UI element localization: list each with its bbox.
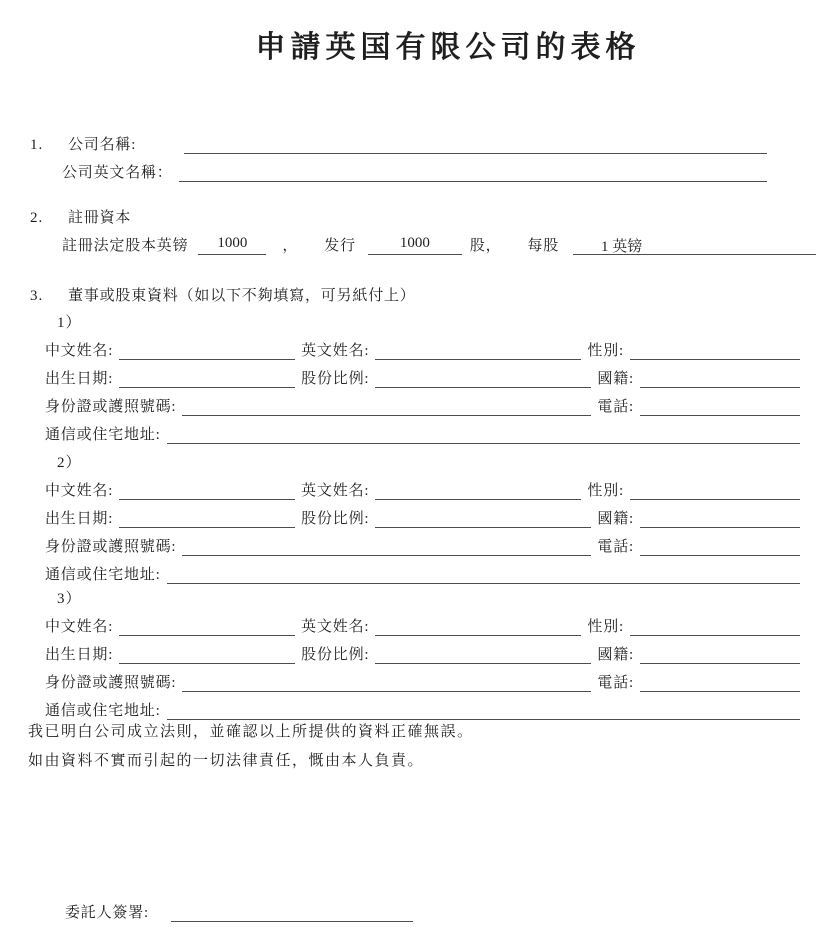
section2-capital-row bbox=[62, 227, 816, 255]
entry-1-birth-date-field[interactable] bbox=[119, 368, 295, 388]
gender-label: 性別: bbox=[587, 483, 624, 499]
company-name-label: 公司名稱: bbox=[68, 137, 137, 153]
entry-3-gender-field[interactable] bbox=[630, 616, 800, 636]
entry-1-name-cn-field[interactable] bbox=[119, 340, 295, 360]
entry-1-address-row bbox=[45, 416, 800, 444]
comma-separator: ， bbox=[282, 238, 299, 254]
entry-3-nationality-field[interactable] bbox=[640, 644, 800, 664]
entry-1-nationality-field[interactable] bbox=[640, 368, 800, 388]
phone-label: 電話: bbox=[597, 399, 634, 415]
birth-date-label: 出生日期: bbox=[45, 511, 114, 527]
entry-1-birth-row bbox=[45, 360, 800, 388]
entry-2-phone-field[interactable] bbox=[640, 536, 800, 556]
address-label: 通信或住宅地址: bbox=[45, 427, 161, 443]
entry-2-share-ratio-field[interactable] bbox=[375, 508, 591, 528]
address-label: 通信或住宅地址: bbox=[45, 567, 161, 583]
company-name-en-label: 公司英文名稱： bbox=[62, 165, 173, 181]
section3-heading: 董事或股東資料（如以下不夠填寫，可另紙付上） bbox=[68, 288, 416, 304]
entry-2-nationality-field[interactable] bbox=[640, 508, 800, 528]
share-ratio-label: 股份比例: bbox=[301, 647, 370, 663]
section1-company-name-row bbox=[30, 126, 767, 154]
entry-3-name-row bbox=[45, 608, 800, 636]
name-cn-label: 中文姓名: bbox=[45, 483, 114, 499]
nationality-label: 國籍: bbox=[597, 371, 634, 387]
entry-3-id-row bbox=[45, 664, 800, 692]
gender-label: 性別: bbox=[587, 619, 624, 635]
issue-label: 发行 bbox=[324, 238, 356, 254]
entry-1-name-row bbox=[45, 332, 800, 360]
entry-3-share-ratio-field[interactable] bbox=[375, 644, 591, 664]
entry-1-phone-field[interactable] bbox=[640, 396, 800, 416]
entry-1-share-ratio-field[interactable] bbox=[375, 368, 591, 388]
section3-number: 3. bbox=[30, 288, 44, 304]
per-share-field[interactable]: 1 英镑 bbox=[573, 235, 816, 255]
nationality-label: 國籍: bbox=[597, 511, 634, 527]
entry-3-name-en-field[interactable] bbox=[375, 616, 581, 636]
section3-heading-row bbox=[30, 277, 800, 305]
phone-label: 電話: bbox=[597, 675, 634, 691]
entry-3-birth-row bbox=[45, 636, 800, 664]
entry-1-name-en-field[interactable] bbox=[375, 340, 581, 360]
phone-label: 電話: bbox=[597, 539, 634, 555]
entry-1-index: 1） bbox=[57, 315, 82, 331]
entry-1-id-passport-field[interactable] bbox=[182, 396, 591, 416]
share-ratio-label: 股份比例: bbox=[301, 371, 370, 387]
gender-label: 性別: bbox=[587, 343, 624, 359]
entry-3-birth-date-field[interactable] bbox=[119, 644, 295, 664]
address-label: 通信或住宅地址: bbox=[45, 703, 161, 719]
entry-2-name-cn-field[interactable] bbox=[119, 480, 295, 500]
entry-3-name-cn-field[interactable] bbox=[119, 616, 295, 636]
name-cn-label: 中文姓名: bbox=[45, 343, 114, 359]
id-passport-label: 身份證或護照號碼: bbox=[45, 399, 177, 415]
company-name-en-field[interactable] bbox=[179, 162, 767, 182]
entry-2-name-row bbox=[45, 472, 800, 500]
entry-3-address-row bbox=[45, 692, 800, 720]
entry-2-name-en-field[interactable] bbox=[375, 480, 581, 500]
declaration-line-1: 我已明白公司成立法則，並確認以上所提供的資料正確無誤。 bbox=[28, 724, 474, 740]
director-entry-1 bbox=[45, 304, 800, 444]
entry-3-id-passport-field[interactable] bbox=[182, 672, 591, 692]
name-en-label: 英文姓名: bbox=[301, 619, 370, 635]
signature-label: 委託人簽署: bbox=[65, 905, 149, 921]
birth-date-label: 出生日期: bbox=[45, 371, 114, 387]
entry-2-id-row bbox=[45, 528, 800, 556]
entry-1-gender-field[interactable] bbox=[630, 340, 800, 360]
entry-2-id-passport-field[interactable] bbox=[182, 536, 591, 556]
section2-heading-row bbox=[30, 199, 131, 227]
capital-field[interactable]: 1000 bbox=[198, 235, 266, 255]
form-title: 申請英国有限公司的表格 bbox=[255, 31, 641, 64]
name-en-label: 英文姓名: bbox=[301, 483, 370, 499]
birth-date-label: 出生日期: bbox=[45, 647, 114, 663]
name-en-label: 英文姓名: bbox=[301, 343, 370, 359]
declaration bbox=[28, 718, 474, 775]
director-entry-2 bbox=[45, 444, 800, 584]
entry-2-gender-field[interactable] bbox=[630, 480, 800, 500]
shares-suffix: 股， bbox=[469, 238, 502, 254]
nationality-label: 國籍: bbox=[597, 647, 634, 663]
signature-row bbox=[65, 894, 413, 922]
company-name-field[interactable] bbox=[184, 134, 767, 154]
section1-number: 1. bbox=[30, 137, 44, 153]
entry-1-address-field[interactable] bbox=[167, 424, 800, 444]
entry-3-index: 3） bbox=[57, 591, 82, 607]
name-cn-label: 中文姓名: bbox=[45, 619, 114, 635]
id-passport-label: 身份證或護照號碼: bbox=[45, 539, 177, 555]
entry-2-birth-date-field[interactable] bbox=[119, 508, 295, 528]
id-passport-label: 身份證或護照號碼: bbox=[45, 675, 177, 691]
section2-number: 2. bbox=[30, 210, 44, 226]
entry-2-index: 2） bbox=[57, 455, 82, 471]
entry-3-address-field[interactable] bbox=[167, 700, 800, 720]
issued-shares-field[interactable]: 1000 bbox=[368, 235, 462, 255]
share-ratio-label: 股份比例: bbox=[301, 511, 370, 527]
capital-label: 註冊法定股本英镑 bbox=[62, 238, 189, 254]
per-share-label: 每股 bbox=[527, 238, 560, 254]
signature-field[interactable] bbox=[171, 902, 413, 922]
director-entry-3 bbox=[45, 580, 800, 720]
entry-3-phone-field[interactable] bbox=[640, 672, 800, 692]
entry-1-id-row bbox=[45, 388, 800, 416]
section1-company-name-en-row bbox=[62, 154, 767, 182]
section2-heading: 註冊資本 bbox=[68, 210, 132, 226]
entry-2-birth-row bbox=[45, 500, 800, 528]
declaration-line-2: 如由資料不實而引起的一切法律責任，慨由本人負責。 bbox=[28, 752, 425, 769]
